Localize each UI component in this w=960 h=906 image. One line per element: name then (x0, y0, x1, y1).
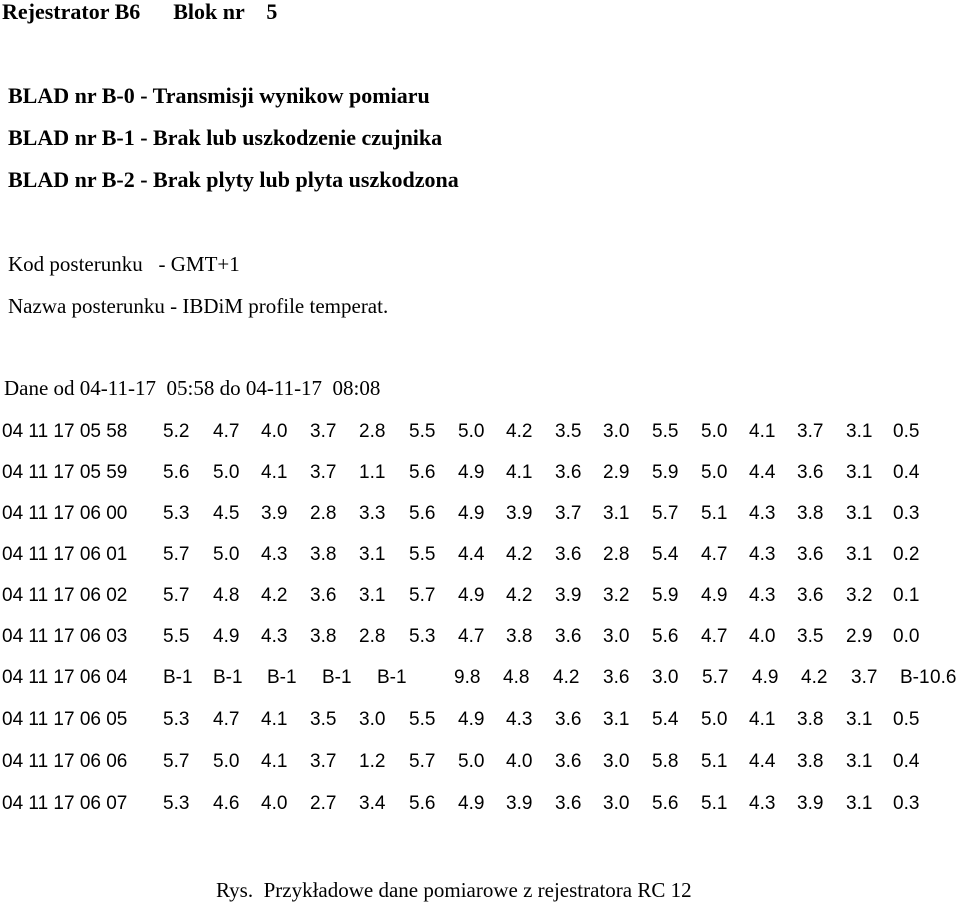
table-row (0, 625, 960, 649)
row-timestamp: 04 11 17 05 59 (2, 462, 128, 483)
row-value: 5.7 (409, 751, 436, 772)
station-name: Nazwa posterunku - IBDiM profile temperat. (8, 294, 389, 318)
row-value: 4.6 (213, 793, 240, 814)
row-value: 5.3 (409, 626, 436, 647)
data-range: Dane od 04-11-17 05:58 do 04-11-17 08:08 (4, 376, 381, 400)
row-value: 5.6 (409, 462, 436, 483)
row-value: 4.7 (701, 626, 728, 647)
row-value: 0.4 (893, 751, 920, 772)
row-value: 5.3 (163, 793, 190, 814)
table-row (0, 708, 960, 732)
row-value: 5.0 (213, 544, 240, 565)
row-value: B-1 (322, 667, 352, 688)
row-value: 3.7 (310, 751, 337, 772)
row-value: 3.5 (797, 626, 824, 647)
row-value: 4.9 (213, 626, 240, 647)
row-value: B-1 (377, 667, 407, 688)
row-value: 3.1 (846, 503, 873, 524)
row-value: 5.7 (652, 503, 679, 524)
row-value: 3.8 (506, 626, 533, 647)
row-value: 3.1 (603, 503, 630, 524)
row-value: 2.8 (359, 421, 386, 442)
row-value: 5.5 (652, 421, 679, 442)
row-value: 3.7 (555, 503, 582, 524)
row-value: 5.6 (409, 793, 436, 814)
row-value: 3.1 (846, 751, 873, 772)
row-value: 5.1 (701, 751, 728, 772)
row-value: 0.0 (893, 626, 920, 647)
row-value: 3.7 (797, 421, 824, 442)
row-timestamp: 04 11 17 06 07 (2, 793, 128, 814)
table-row (0, 792, 960, 816)
row-value: 5.4 (652, 544, 679, 565)
row-value: 4.5 (213, 503, 240, 524)
row-value: 5.5 (409, 544, 436, 565)
row-value: 5.6 (652, 626, 679, 647)
row-value: 4.9 (458, 503, 485, 524)
row-value: 3.6 (797, 462, 824, 483)
row-value: 5.5 (409, 421, 436, 442)
row-value: 3.1 (846, 462, 873, 483)
row-value: 5.0 (458, 421, 485, 442)
row-value: 3.1 (359, 585, 386, 606)
row-value: 5.8 (652, 751, 679, 772)
row-value: 4.1 (749, 421, 776, 442)
error-code-b2: BLAD nr B-2 - Brak plyty lub plyta uszkodzona (8, 167, 459, 192)
row-value: 3.4 (359, 793, 386, 814)
row-value: 3.6 (555, 626, 582, 647)
row-value: 4.9 (458, 585, 485, 606)
row-value: 4.4 (458, 544, 485, 565)
row-value: B-1 (163, 667, 193, 688)
row-value: 3.2 (846, 585, 873, 606)
row-value: 1.1 (359, 462, 386, 483)
row-value: 4.3 (749, 793, 776, 814)
row-value: 3.7 (310, 462, 337, 483)
row-value: 5.0 (458, 751, 485, 772)
table-row (0, 666, 960, 690)
row-value: 4.9 (458, 793, 485, 814)
row-value: 0.5 (893, 709, 920, 730)
row-value: 0.3 (893, 503, 920, 524)
station-code: Kod posterunku - GMT+1 (8, 252, 240, 276)
page-title: Rejestrator B6 Blok nr 5 (2, 0, 278, 24)
row-timestamp: 04 11 17 06 03 (2, 626, 128, 647)
row-value: 5.9 (652, 462, 679, 483)
row-value: 4.2 (261, 585, 288, 606)
row-value: 3.8 (797, 751, 824, 772)
row-value: 4.1 (261, 709, 288, 730)
row-value: 4.3 (506, 709, 533, 730)
row-value: 0.4 (893, 462, 920, 483)
row-value: 4.3 (261, 626, 288, 647)
row-timestamp: 04 11 17 06 00 (2, 503, 128, 524)
row-value: 5.7 (409, 585, 436, 606)
row-value: 5.7 (702, 667, 729, 688)
row-value: 3.1 (846, 793, 873, 814)
row-value: 5.4 (652, 709, 679, 730)
row-value: 2.9 (603, 462, 630, 483)
row-value: 4.0 (261, 421, 288, 442)
row-value: 4.7 (213, 709, 240, 730)
row-value: 4.1 (506, 462, 533, 483)
row-value: 5.0 (701, 421, 728, 442)
row-timestamp: 04 11 17 06 01 (2, 544, 128, 565)
row-value: 4.0 (749, 626, 776, 647)
row-value: 2.9 (846, 626, 873, 647)
row-value: 3.8 (310, 544, 337, 565)
row-value: 3.0 (652, 667, 679, 688)
row-value: 3.9 (797, 793, 824, 814)
row-value: 3.9 (506, 793, 533, 814)
row-value: 5.9 (652, 585, 679, 606)
row-value: 3.9 (261, 503, 288, 524)
row-value: 3.1 (846, 709, 873, 730)
row-value: 3.1 (846, 421, 873, 442)
row-value: 4.4 (749, 751, 776, 772)
table-row (0, 750, 960, 774)
row-value: 9.8 (454, 667, 481, 688)
row-value: 5.3 (163, 709, 190, 730)
row-value: 3.0 (603, 626, 630, 647)
row-value: 0.6 (930, 667, 957, 688)
error-code-b1: BLAD nr B-1 - Brak lub uszkodzenie czujnika (8, 125, 443, 150)
row-value: 3.6 (797, 544, 824, 565)
row-value: 3.6 (555, 709, 582, 730)
row-value: 2.8 (359, 626, 386, 647)
row-value: 4.2 (553, 667, 580, 688)
row-value: 3.3 (359, 503, 386, 524)
row-value: 3.2 (603, 585, 630, 606)
row-value: 3.6 (555, 462, 582, 483)
row-value: 3.9 (506, 503, 533, 524)
row-value: 4.2 (506, 544, 533, 565)
row-timestamp: 04 11 17 06 04 (2, 667, 128, 688)
row-value: 5.1 (701, 793, 728, 814)
row-timestamp: 04 11 17 06 02 (2, 585, 128, 606)
row-value: 4.0 (506, 751, 533, 772)
row-value: 5.7 (163, 751, 190, 772)
row-timestamp: 04 11 17 06 05 (2, 709, 128, 730)
row-value: 4.8 (503, 667, 530, 688)
row-value: 4.3 (261, 544, 288, 565)
row-value: 3.5 (555, 421, 582, 442)
row-value: 2.8 (310, 503, 337, 524)
row-value: 5.3 (163, 503, 190, 524)
row-value: 3.6 (797, 585, 824, 606)
row-value: 5.1 (701, 503, 728, 524)
error-code-b0: BLAD nr B-0 - Transmisji wynikow pomiaru (8, 83, 430, 108)
row-value: 3.0 (603, 421, 630, 442)
row-value: 5.5 (409, 709, 436, 730)
row-value: 3.6 (603, 667, 630, 688)
row-value: 0.5 (893, 421, 920, 442)
row-value: 3.0 (603, 751, 630, 772)
row-value: 4.3 (749, 503, 776, 524)
row-value: 4.9 (458, 462, 485, 483)
row-value: 4.3 (749, 544, 776, 565)
row-value: 3.9 (555, 585, 582, 606)
row-timestamp: 04 11 17 05 58 (2, 421, 128, 442)
row-value: 3.5 (310, 709, 337, 730)
row-value: 5.6 (652, 793, 679, 814)
row-value: 2.8 (603, 544, 630, 565)
row-value: 3.8 (797, 503, 824, 524)
row-value: B-1 (213, 667, 243, 688)
table-row (0, 420, 960, 444)
row-value: 5.0 (213, 751, 240, 772)
row-value: 5.0 (701, 709, 728, 730)
row-value: 3.0 (359, 709, 386, 730)
row-value: 2.7 (310, 793, 337, 814)
table-row (0, 502, 960, 526)
table-row (0, 543, 960, 567)
row-value: 3.6 (310, 585, 337, 606)
row-value: 1.2 (359, 751, 386, 772)
table-row (0, 584, 960, 608)
row-value: 3.1 (846, 544, 873, 565)
row-value: 4.1 (261, 751, 288, 772)
row-value: 3.1 (359, 544, 386, 565)
row-value: 4.4 (749, 462, 776, 483)
row-value: 4.2 (801, 667, 828, 688)
row-value: 4.0 (261, 793, 288, 814)
row-timestamp: 04 11 17 06 06 (2, 751, 128, 772)
row-value: 4.2 (506, 421, 533, 442)
row-value: 3.7 (851, 667, 878, 688)
row-value: 0.2 (893, 544, 920, 565)
row-value: 4.3 (749, 585, 776, 606)
row-value: 5.0 (701, 462, 728, 483)
row-value: 4.1 (261, 462, 288, 483)
row-value: 5.2 (163, 421, 190, 442)
row-value: 4.7 (213, 421, 240, 442)
row-value: 3.6 (555, 793, 582, 814)
row-value: 5.5 (163, 626, 190, 647)
row-value: 4.9 (701, 585, 728, 606)
row-value: 4.2 (506, 585, 533, 606)
row-value: 3.7 (310, 421, 337, 442)
row-value: 5.6 (163, 462, 190, 483)
row-value: 3.8 (797, 709, 824, 730)
row-value: 5.7 (163, 544, 190, 565)
row-value: 3.6 (555, 544, 582, 565)
row-value: 4.8 (213, 585, 240, 606)
row-value: 4.7 (458, 626, 485, 647)
row-value: 3.6 (555, 751, 582, 772)
row-value: 5.0 (213, 462, 240, 483)
row-value: 5.6 (409, 503, 436, 524)
row-value: 4.9 (458, 709, 485, 730)
row-value: 5.7 (163, 585, 190, 606)
figure-caption: Rys. Przykładowe dane pomiarowe z rejestratora RC 12 (216, 878, 692, 902)
row-value: 4.7 (701, 544, 728, 565)
row-value: 4.9 (752, 667, 779, 688)
row-value: 0.1 (893, 585, 920, 606)
row-value: 3.0 (603, 793, 630, 814)
row-value: 4.1 (749, 709, 776, 730)
row-value: B-1 (267, 667, 297, 688)
table-row (0, 461, 960, 485)
row-value: B-1 (900, 667, 930, 688)
row-value: 3.1 (603, 709, 630, 730)
row-value: 3.8 (310, 626, 337, 647)
row-value: 0.3 (893, 793, 920, 814)
